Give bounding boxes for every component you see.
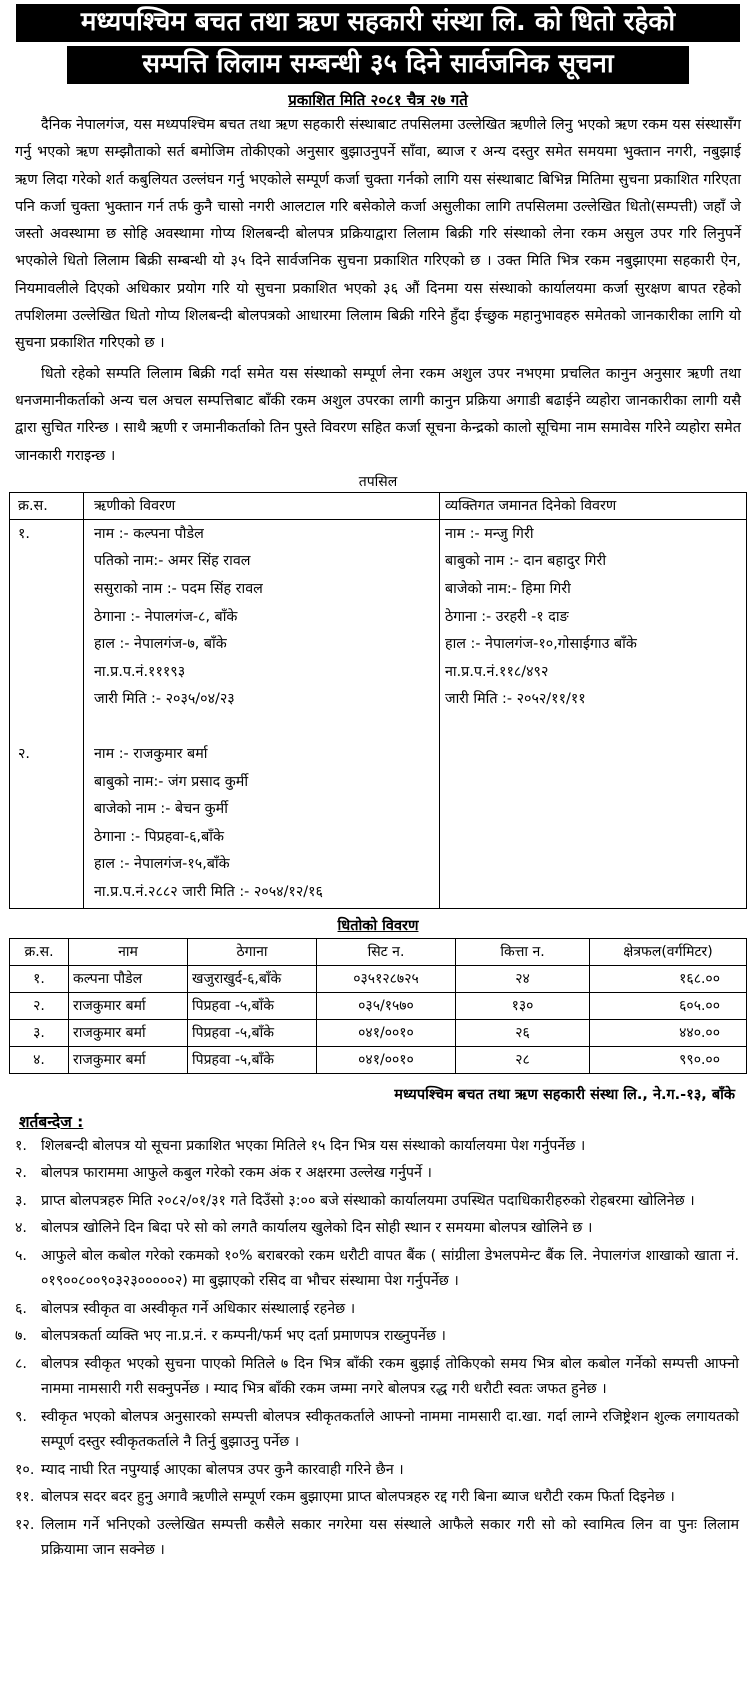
term-number: ४.	[15, 1220, 27, 1237]
collateral-sheet-no: ०३५१२८७२५	[317, 965, 456, 992]
borrower-table	[9, 492, 747, 909]
table-row	[10, 519, 747, 908]
table-row	[10, 965, 747, 992]
published-date: प्रकाशित मिति २०८१ चैत्र २७ गते	[288, 91, 468, 109]
intro-paragraph: दैनिक नेपालगंज, यस मध्यपश्चिम बचत तथा ऋण सहकारी संस्थाबाट तपसिलमा उल्लेखित ऋणीले लिनु भएको ऋण रकम यस संस्थासँग गर्नु भएको ऋण सम्झौताको सर्त बमोजिम तोकीएको अनुसार बुझाउनुपर्ने साँवा, ब्याज र अन्य दस्तुर समेत समयमा भुक्तान नगरी, नबुझाई ऋण लिदा गरेको शर्त कबुलियत उल्लंघन गर्नु भएकोले सम्पूर्ण कर्जा चुक्ता गर्नको लागि यस संस्थाबाट बिभिन्न मितिमा सुचना प्रकाशित गरिएता पनि कर्जा चुक्ता भुक्तान गर्न तर्फ कुनै चासो नगरी आलटाल गरि बसेकोले कर्जा असुलीका लागि तपसिलमा उल्लेखित धितो(सम्पत्ती) जहाँ जे जस्तो अवस्थामा छ सोहि अवस्थामा गोप्य शिलबन्दी बोलपत्र प्रक्रियाद्वारा लिलाम बिक्री गरि संस्थाको लेना रकम असुल उपर गरि लिनुपर्ने भएकोले धितो लिलाम बिक्री सम्बन्धी यो ३५ दिने सार्वजनिक सुचना प्रकाशित गरिएको छ । उक्त मिति भित्र रकम नबुझाएमा सहकारी ऐन, नियमावलीले दिएको अधिकार प्रयोग गरि यो सुचना प्रकाशित भएको ३६ औं दिनमा यस संस्थाको कार्यालयमा कर्जा सुरक्षण बापत रहेको तपशिलमा उल्लेखित धितो गोप्य शिलबन्दी बोलपत्रको आधारमा लिलाम बिक्री गरिने हुँदा ईच्छुक महानुभावहरु समेतको जानकारीका लागि यो सुचना प्रकाशित गरिएको छ ।	[15, 117, 741, 352]
header-borrower: ऋणीको विवरण	[84, 492, 440, 519]
collateral-name: राजकुमार बर्मा	[69, 992, 188, 1019]
table-row	[10, 992, 747, 1019]
term-text: स्वीकृत भएको बोलपत्र अनुसारको सम्पत्ती बोलपत्र स्वीकृतकर्ताले आफ्नो नाममा नामसारी दा.खा. गर्दा लाग्ने रजिष्ट्रेशन शुल्क लगायतको सम्पूर्ण दस्तुर स्वीकृतकर्ताले नै तिर्नु बुझाउनु पर्नेछ ।	[41, 1408, 739, 1451]
guarantor-address: ठेगाना :- उरहरी -१ दाङ	[445, 608, 569, 625]
term-text: प्राप्त बोलपत्रहरु मिति २०८२/०१/३१ गते दिउँसो ३:०० बजे संस्थाको कार्यालयमा उपस्थित पदाधिकारीहरुको रोहबरमा खोलिनेछ ।	[41, 1192, 695, 1209]
borrower-sn: १. २.	[10, 519, 84, 908]
term-number: ६.	[15, 1300, 27, 1317]
term-item	[15, 1189, 739, 1215]
col-area: क्षेत्रफल(वर्गमिटर)	[590, 938, 747, 965]
collateral-address: पिप्रहवा -५,बाँके	[188, 1046, 317, 1073]
borrower2-father: बाबुको नाम:- जंग प्रसाद कुर्मी	[94, 773, 249, 790]
term-item	[15, 1513, 739, 1564]
collateral-name: राजकुमार बर्मा	[69, 1019, 188, 1046]
collateral-name: कल्पना पौडेल	[69, 965, 188, 992]
collateral-table	[9, 938, 747, 1074]
term-item	[15, 1134, 739, 1160]
term-number: १२.	[15, 1516, 35, 1533]
term-item	[15, 1485, 739, 1511]
term-text: बोलपत्र स्वीकृत भएको सुचना पाएको मितिले ७ दिन भित्र बाँकी रकम बुझाई तोकिएको समय भित्र बोल कबोल गर्नेको सम्पत्ती आफ्नो नाममा नामसारी गरी सक्नुपर्नेछ । म्याद भित्र बाँकी रकम जम्मा नगरे बोलपत्र रद्ध गरी धरौटी स्वतः जफत हुनेछ ।	[41, 1355, 739, 1398]
col-sheet: सिट न.	[317, 938, 456, 965]
term-number: १.	[15, 1137, 27, 1154]
notice-page	[9, 4, 747, 1564]
col-sn: क्र.स.	[10, 938, 69, 965]
collateral-title: धितोको विवरण	[337, 917, 419, 934]
collateral-area: ९९०.००	[590, 1046, 747, 1073]
term-text: बोलपत्र खोलिने दिन बिदा परे सो को लगतै कार्यालय खुलेको दिन सोही स्थान र समयमा बोलपत्र खोलिने छ ।	[41, 1220, 593, 1237]
header-sn: क्र.स.	[10, 492, 84, 519]
term-text: म्याद नाघी रित नपुग्याई आएका बोलपत्र उपर कुनै कारवाही गरिने छैन ।	[41, 1461, 404, 1478]
borrower2-current-address: हाल :- नेपालगंज-१५,बाँके	[94, 856, 230, 873]
guarantor-name: नाम :- मन्जु गिरी	[445, 525, 534, 542]
borrower2-address: ठेगाना :- पिप्रहवा-६,बाँके	[94, 828, 224, 845]
term-text: बोलपत्र सदर बदर हुनु अगावै ऋणीले सम्पूर्ण रकम बुझाएमा प्राप्त बोलपत्रहरु रद्द गरी बिना ब्याज धरौटी रकम फिर्ता दिइनेछ ।	[41, 1489, 675, 1506]
collateral-sheet-no: ०४१/००१०	[317, 1019, 456, 1046]
term-number: ७.	[15, 1328, 27, 1345]
guarantor-issue-date: जारी मिति :- २०५२/११/११	[445, 691, 586, 708]
collateral-sn: ३.	[10, 1019, 69, 1046]
collateral-sheet-no: ०४१/००१०	[317, 1046, 456, 1073]
term-number: ३.	[15, 1192, 27, 1209]
table-row	[10, 1046, 747, 1073]
table-row	[10, 1019, 747, 1046]
collateral-sn: २.	[10, 992, 69, 1019]
schedule-label: तपसिल	[358, 473, 398, 490]
collateral-name: राजकुमार बर्मा	[69, 1046, 188, 1073]
issuer-name: मध्यपश्चिम बचत तथा ऋण सहकारी संस्था लि., ने.ग.-१३, बाँके	[394, 1086, 735, 1103]
term-item	[15, 1405, 739, 1456]
recovery-paragraph: धितो रहेको सम्पति लिलाम बिक्री गर्दा समेत यस संस्थाको सम्पूर्ण लेना रकम अशुल उपर नभएमा प्रचलित कानुन अनुसार ऋणी तथा धनजमानीकर्ताको अन्य चल अचल सम्पत्तिबाट बाँकी रकम अशुल उपरका लागी कानुन प्रक्रिया अगाडी बढाईने व्यहोरा जानकारीका लागी यसै द्वारा सुचित गरिन्छ । साथै ऋणी र जमानीकर्ताको तिन पुस्ते विवरण सहित कर्जा सूचना केन्द्रको कालो सूचिमा नाम समावेस गरिने व्यहोरा समेत जानकारी गराइन्छ ।	[15, 365, 741, 464]
header-guarantor: व्यक्तिगत जमानत दिनेको विवरण	[440, 492, 747, 519]
collateral-sn: १.	[10, 965, 69, 992]
term-item	[15, 1352, 739, 1403]
guarantor-citizenship: ना.प्र.प.नं.११८/४९२	[445, 663, 549, 680]
borrower1-husband: पतिको नाम:- अमर सिंह रावल	[94, 553, 251, 570]
term-item	[15, 1161, 739, 1187]
borrower1-father-in-law: ससुराको नाम :- पदम सिंह रावल	[94, 581, 263, 598]
collateral-area: ४४०.००	[590, 1019, 747, 1046]
term-number: ८.	[15, 1355, 27, 1372]
term-item	[15, 1458, 739, 1484]
guarantor-grandfather: बाजेको नाम:- हिमा गिरी	[445, 581, 571, 598]
term-item	[15, 1244, 739, 1295]
collateral-address: खजुराखुर्द-६,बाँके	[188, 965, 317, 992]
guarantor-details	[440, 519, 747, 908]
collateral-area: १६८.००	[590, 965, 747, 992]
collateral-parcel-no: २८	[456, 1046, 590, 1073]
col-parcel: कित्ता न.	[456, 938, 590, 965]
collateral-address: पिप्रहवा -५,बाँके	[188, 1019, 317, 1046]
borrower1-current-address: हाल :- नेपालगंज-७, बाँके	[94, 636, 227, 653]
term-number: १०.	[15, 1461, 35, 1478]
notice-title-line1: मध्यपश्चिम बचत तथा ऋण सहकारी संस्था लि. को धितो रहेको	[16, 4, 740, 42]
term-text: बोलपत्र फाराममा आफुले कबुल गरेको रकम अंक र अक्षरमा उल्लेख गर्नुपर्ने ।	[41, 1165, 432, 1182]
term-number: ११.	[15, 1489, 35, 1506]
term-item	[15, 1216, 739, 1242]
borrower2-name: नाम :- राजकुमार बर्मा	[94, 746, 208, 763]
term-text: बोलपत्र स्वीकृत वा अस्वीकृत गर्ने अधिकार संस्थालाई रहनेछ ।	[41, 1300, 356, 1317]
borrower1-name: नाम :- कल्पना पौडेल	[94, 525, 204, 542]
borrower-details	[84, 519, 440, 908]
collateral-table-header	[10, 938, 747, 965]
term-item	[15, 1297, 739, 1323]
terms-list	[9, 1134, 747, 1564]
term-text: बोलपत्रकर्ता व्यक्ति भए ना.प्र.नं. र कम्पनी/फर्म भए दर्ता प्रमाणपत्र राख्नुपर्नेछ ।	[41, 1328, 446, 1345]
guarantor-current-address: हाल :- नेपालगंज-१०,गोसाईगाउ बाँके	[445, 636, 637, 653]
collateral-area: ६०५.००	[590, 992, 747, 1019]
notice-title-line2: सम्पत्ति लिलाम सम्बन्धी ३५ दिने सार्वजनिक सूचना	[67, 46, 689, 84]
collateral-address: पिप्रहवा -५,बाँके	[188, 992, 317, 1019]
collateral-parcel-no: १३०	[456, 992, 590, 1019]
collateral-parcel-no: २४	[456, 965, 590, 992]
term-text: लिलाम गर्ने भनिएको उल्लेखित सम्पत्ती कसैले सकार नगरेमा यस संस्थाले आफैले सकार गरी सो को स्वामित्व लिन वा पुनः लिलाम प्रक्रियामा जान सक्नेछ ।	[41, 1516, 739, 1559]
term-number: ५.	[15, 1247, 27, 1264]
term-text: आफुले बोल कबोल गरेको रकमको १०% बराबरको रकम धरौटी वापत बैंक ( सांग्रीला डेभलपमेन्ट बैंक लि. नेपालगंज शाखाको खाता नं. ०१९००८००९०३२३०००००२) मा बुझाएको रसिद वा भौचर संस्थामा पेश गर्नुपर्नेछ ।	[41, 1247, 739, 1290]
collateral-sheet-no: ०३५/१५७०	[317, 992, 456, 1019]
borrower1-issue-date: जारी मिति :- २०३५/०४/२३	[94, 691, 235, 708]
guarantor-father: बाबुको नाम :- दान बहादुर गिरी	[445, 553, 607, 570]
borrower1-address: ठेगाना :- नेपालगंज-८, बाँके	[94, 608, 238, 625]
borrower2-grandfather: बाजेको नाम :- बेचन कुर्मी	[94, 801, 228, 818]
term-number: ९.	[15, 1408, 27, 1425]
col-address: ठेगाना	[188, 938, 317, 965]
terms-heading: शर्तबन्देज :	[19, 1112, 84, 1131]
term-text: शिलबन्दी बोलपत्र यो सूचना प्रकाशित भएका मितिले १५ दिन भित्र यस संस्थाकाे कार्यालयमा पेश गर्नुपर्नेछ ।	[41, 1137, 586, 1154]
borrower1-citizenship: ना.प्र.प.नं.१११९३	[94, 663, 186, 680]
borrower-table-header	[10, 492, 747, 519]
term-item	[15, 1324, 739, 1350]
term-number: २.	[15, 1165, 27, 1182]
collateral-parcel-no: २६	[456, 1019, 590, 1046]
borrower2-citizenship: ना.प्र.प.नं.२८८२ जारी मिति :- २०५४/१२/१६	[94, 883, 323, 900]
col-name: नाम	[69, 938, 188, 965]
collateral-sn: ४.	[10, 1046, 69, 1073]
